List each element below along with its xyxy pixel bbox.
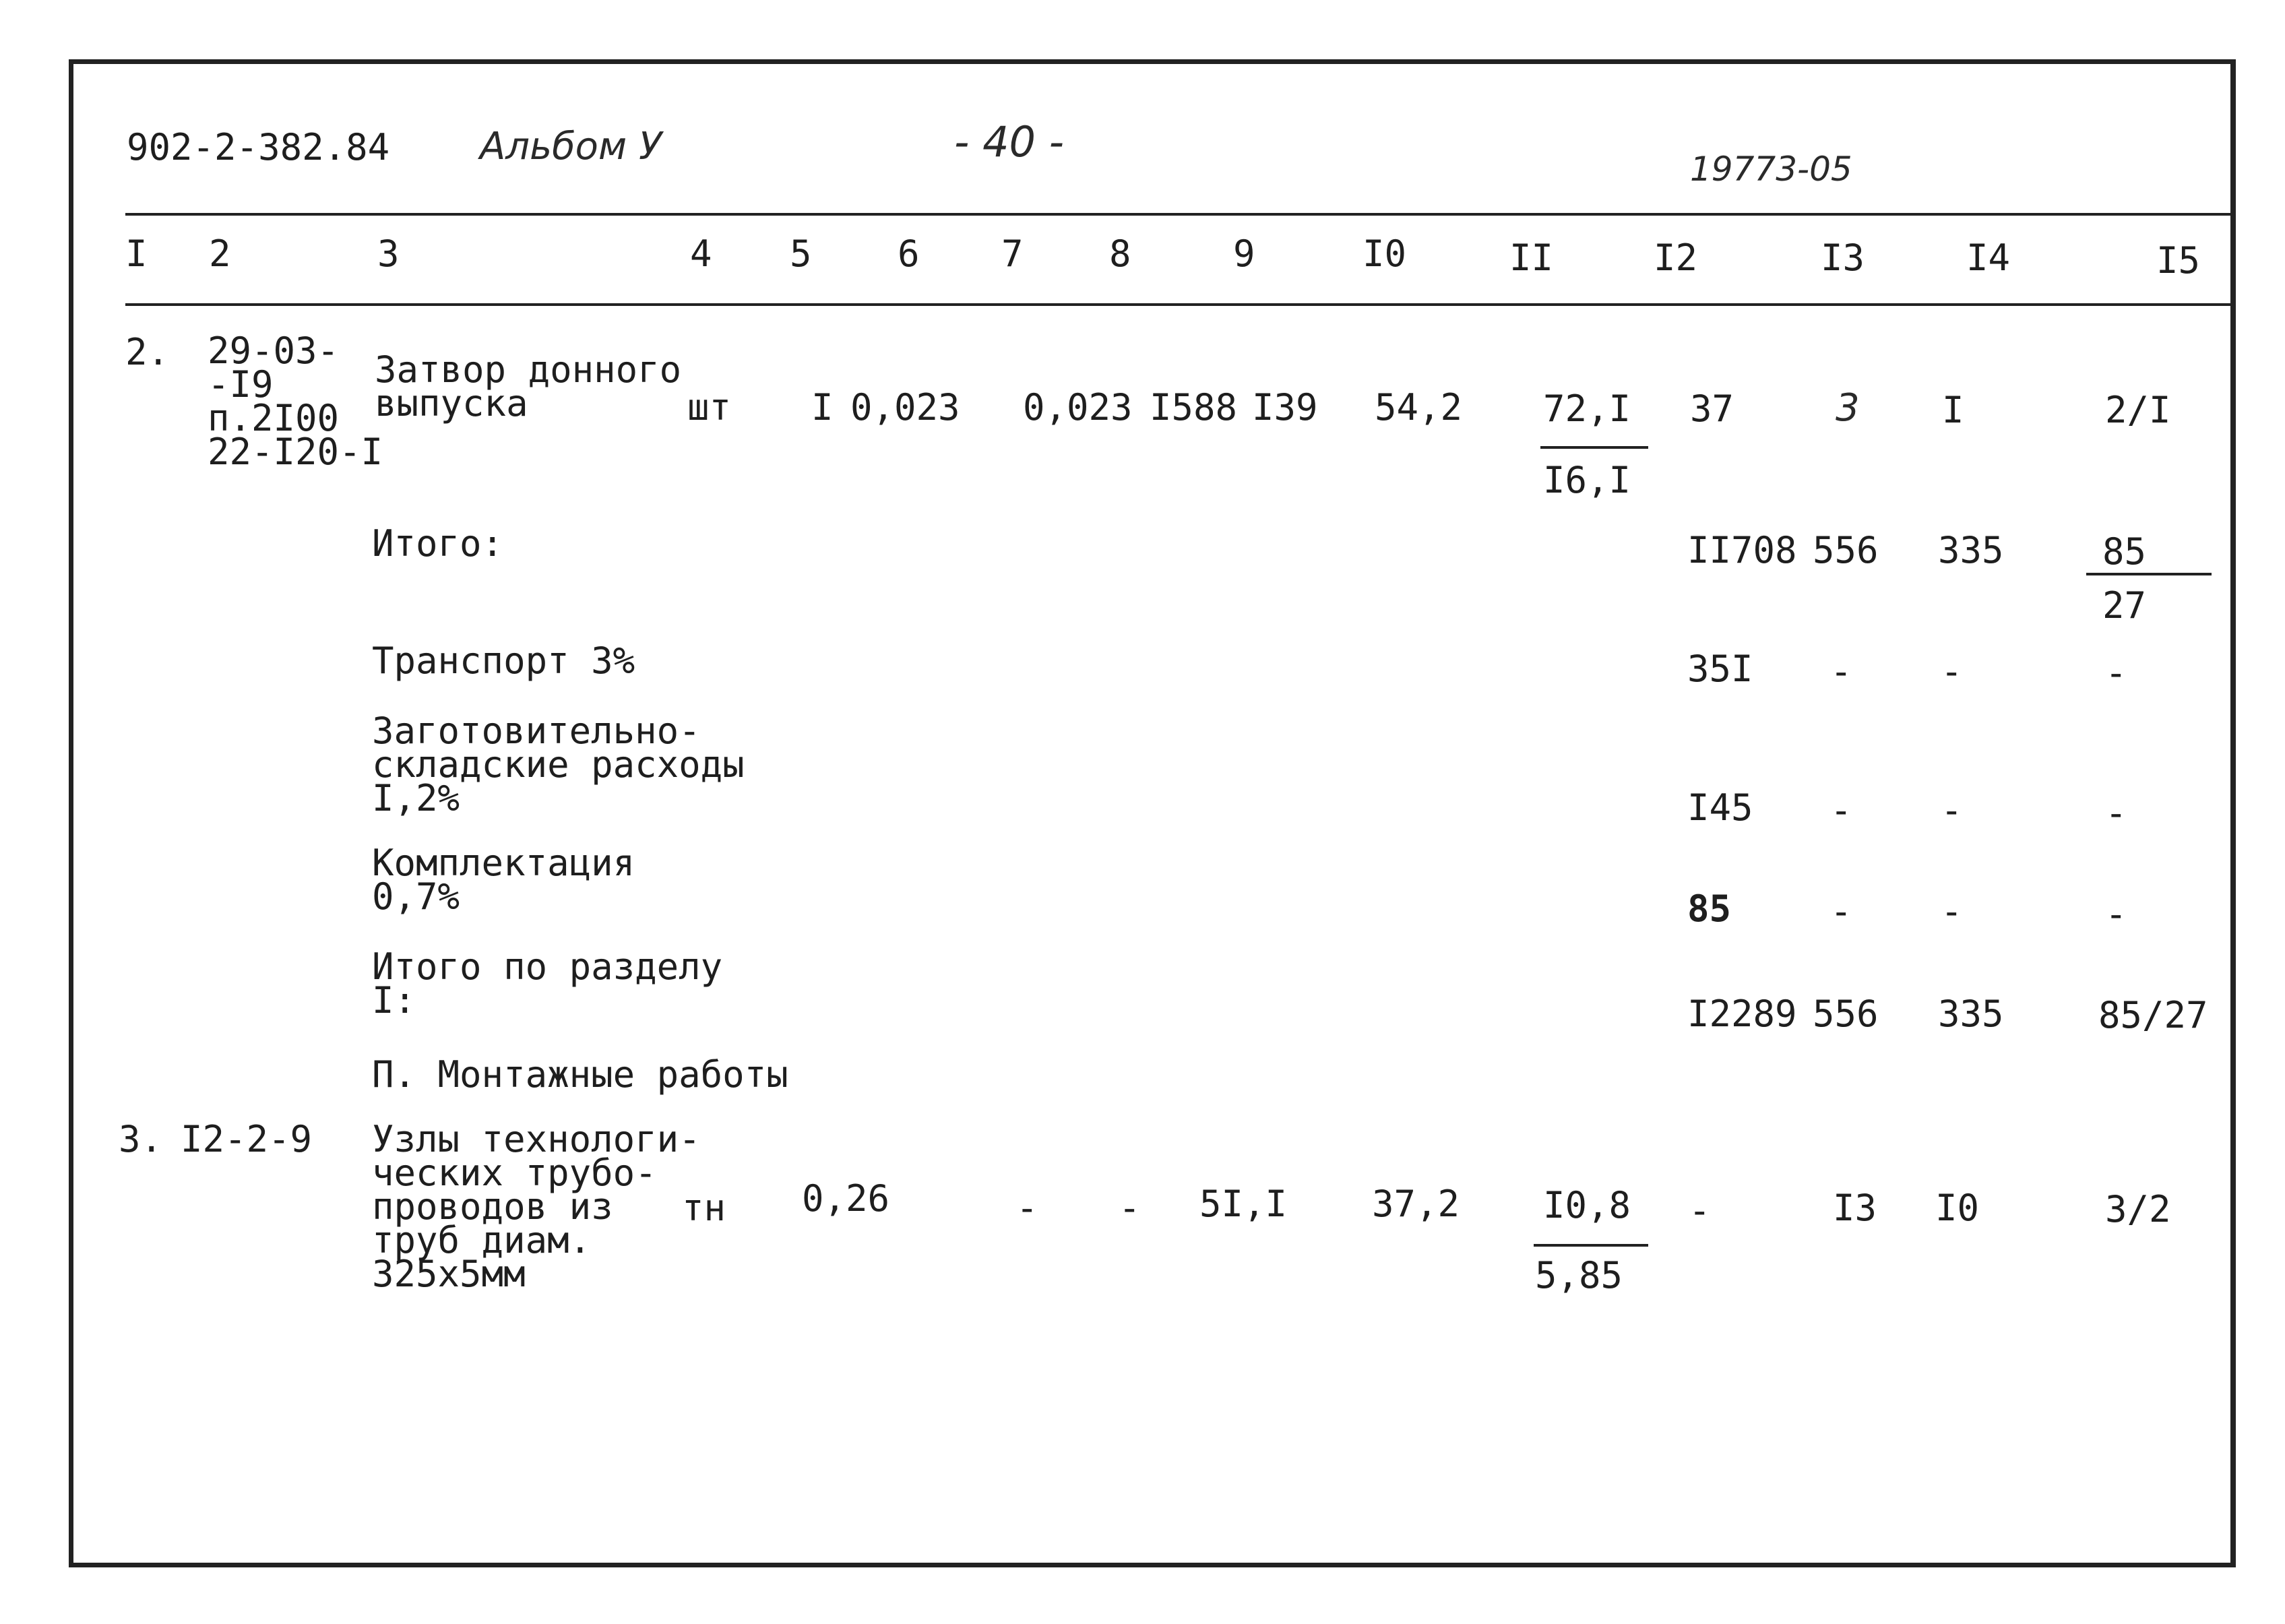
row-number: 2. xyxy=(125,331,170,373)
row-label: Транспорт 3% xyxy=(372,639,635,682)
col-num: I xyxy=(125,232,148,275)
cell: 5I,I xyxy=(1199,1183,1288,1225)
col-num: I2 xyxy=(1654,237,1698,279)
section-heading: П. Монтажные работы xyxy=(372,1053,788,1096)
cell: I0 xyxy=(1935,1187,1980,1229)
unit: шт xyxy=(687,386,732,429)
cell: 37 xyxy=(1690,387,1734,430)
col-num: I4 xyxy=(1966,237,2011,279)
cell: 35I xyxy=(1687,648,1753,690)
cell: 556 xyxy=(1813,993,1879,1035)
row-label: Заготовительно- складские расходы I,2% xyxy=(372,710,745,819)
header-rule xyxy=(125,213,2233,216)
fraction-bar xyxy=(1540,446,1648,449)
page-number: - 40 - xyxy=(954,117,1065,166)
unit: тн xyxy=(682,1187,726,1229)
cell: 556 xyxy=(1813,529,1879,571)
cell: I xyxy=(811,386,834,429)
norm-code: I2-2-9 xyxy=(181,1118,313,1160)
col-num: I3 xyxy=(1821,237,1865,279)
col-num: I0 xyxy=(1363,232,1407,275)
cell: - xyxy=(1830,650,1852,693)
col-num: 2 xyxy=(209,232,231,275)
cell: - xyxy=(1119,1187,1141,1229)
cell-numerator: 85 xyxy=(2102,530,2147,573)
cell: 2/I xyxy=(2105,389,2171,431)
fraction-bar xyxy=(2086,573,2212,575)
fraction-bar xyxy=(1534,1244,1648,1247)
row-number: 3. xyxy=(119,1118,163,1160)
cell: 0,26 xyxy=(802,1177,890,1220)
column-rule xyxy=(125,303,2233,306)
cell: 54,2 xyxy=(1375,386,1463,429)
cell: I3 xyxy=(1833,1187,1877,1229)
cell: - xyxy=(1689,1189,1711,1232)
cell: - xyxy=(1016,1187,1038,1229)
cell: I39 xyxy=(1252,386,1318,429)
cell-numerator: 72,I xyxy=(1543,387,1631,430)
cell: - xyxy=(1830,890,1852,933)
cell: 3 xyxy=(1836,386,1860,430)
norm-code: 29-03- -I9 п.2I00 22-I20-I xyxy=(208,330,383,473)
cell: I588 xyxy=(1150,386,1238,429)
item-name: Узлы технологи- ческих трубо- проводов из труб диам. 325х5мм xyxy=(372,1118,701,1295)
col-num: II xyxy=(1509,237,1554,279)
cell: - xyxy=(2105,792,2127,834)
cell: 85 xyxy=(1687,887,1732,930)
col-num: 6 xyxy=(898,232,920,275)
cell: - xyxy=(2105,893,2127,935)
row-label: Комплектация 0,7% xyxy=(372,842,635,918)
col-num: 9 xyxy=(1233,232,1255,275)
doc-code: 902-2-382.84 xyxy=(127,126,390,168)
col-num: 4 xyxy=(690,232,712,275)
col-num: 3 xyxy=(377,232,400,275)
cell: - xyxy=(2105,652,2127,694)
row-label: Итого: xyxy=(372,522,504,565)
cell-denominator: 27 xyxy=(2102,584,2147,627)
cell: I45 xyxy=(1687,786,1753,829)
cell: 37,2 xyxy=(1372,1183,1460,1225)
row-label: Итого по разделу I: xyxy=(372,945,723,1022)
col-num: I5 xyxy=(2156,239,2201,282)
cell: - xyxy=(1941,650,1963,693)
cell-denominator: 5,85 xyxy=(1535,1254,1623,1297)
cell: - xyxy=(1830,789,1852,832)
cell: 0,023 xyxy=(1023,386,1133,429)
item-name: Затвор донного выпуска xyxy=(375,348,682,425)
col-num: 5 xyxy=(790,232,812,275)
cell: 335 xyxy=(1938,529,2004,571)
cell: 0,023 xyxy=(850,386,960,429)
cell: - xyxy=(1941,789,1963,832)
col-num: 8 xyxy=(1109,232,1131,275)
album-label: Альбом У xyxy=(480,125,662,168)
cell: 85/27 xyxy=(2098,994,2208,1036)
cell: I2289 xyxy=(1687,993,1797,1035)
document-stamp: 19773-05 xyxy=(1690,150,1852,189)
cell-numerator: I0,8 xyxy=(1543,1184,1631,1226)
col-num: 7 xyxy=(1001,232,1024,275)
cell: I xyxy=(1942,389,1964,431)
cell: 3/2 xyxy=(2105,1188,2171,1230)
cell: - xyxy=(1941,890,1963,933)
cell: 335 xyxy=(1938,993,2004,1035)
cell-denominator: I6,I xyxy=(1543,459,1631,501)
cell: II708 xyxy=(1687,529,1797,571)
